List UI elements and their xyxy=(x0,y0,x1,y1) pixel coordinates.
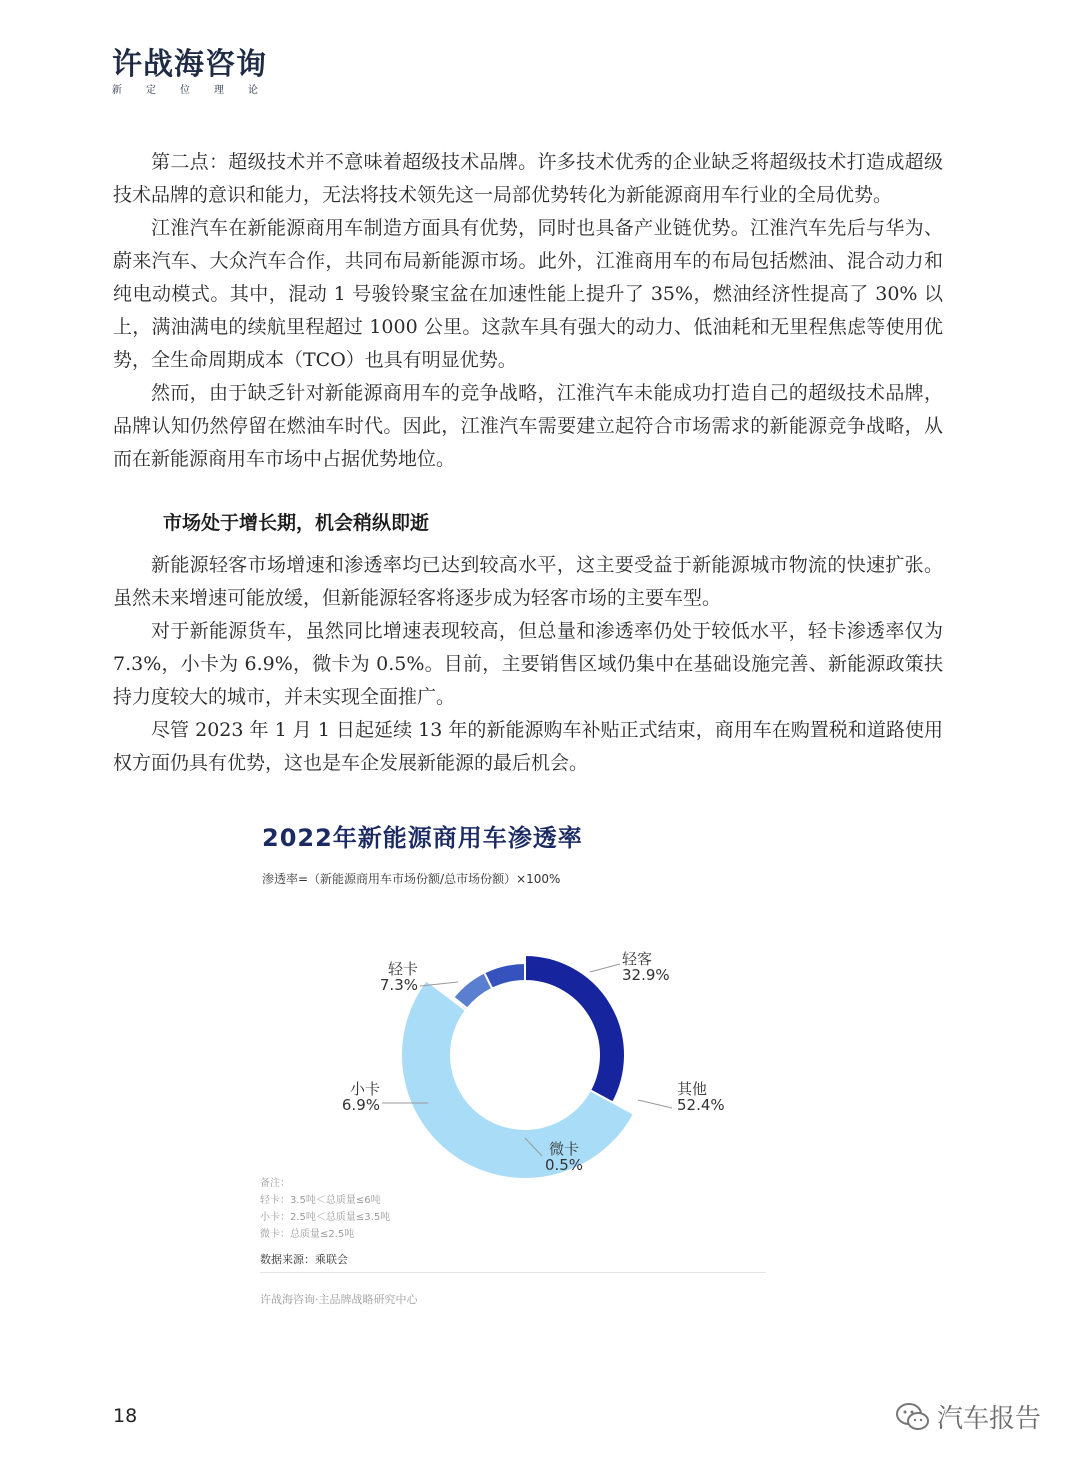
brand-logo xyxy=(112,48,282,98)
data-source: 数据来源：乘联会 xyxy=(260,1253,348,1266)
leader-line xyxy=(638,1100,672,1108)
note-item: 轻卡：3.5吨＜总质量≤6吨 xyxy=(260,1195,381,1206)
slice-category-label: 微卡 xyxy=(548,1140,580,1158)
watermark xyxy=(895,1398,1041,1435)
logo-subtitle: 新定位理论 xyxy=(112,85,282,96)
paragraph: 尽管 2023 年 1 月 1 日起延续 13 年的新能源购车补贴正式结束，商用车在购置税和道路使用权方面仍具有优势，这也是车企发展新能源的最后机会。 xyxy=(113,719,943,774)
section-title: 市场处于增长期，机会稍纵即逝 xyxy=(163,512,430,534)
leader-line xyxy=(590,964,620,972)
page-number: 18 xyxy=(113,1405,138,1427)
note-item: 微卡：总质量≤2.5吨 xyxy=(260,1229,355,1240)
donut-chart xyxy=(320,930,750,1180)
paragraph: 对于新能源货车，虽然同比增速表现较高，但总量和渗透率仍处于较低水平，轻卡渗透率仅为 7.3%，小卡为 6.9%，微卡为 0.5%。目前，主要销售区域仍集中在基础设施完善、新能源政策扶持力度较大的城市，并未实现全面推广。 xyxy=(113,620,943,708)
slice-value-label: 0.5% xyxy=(544,1156,584,1174)
paragraph: 江淮汽车在新能源商用车制造方面具有优势，同时也具备产业链优势。江淮汽车先后与华为、蔚来汽车、大众汽车合作，共同布局新能源市场。此外，江淮商用车的布局包括燃油、混合动力和纯电动模式。其中，混动 1 号骏铃聚宝盆在加速性能上提升了 35%，燃油经济性提高了 30% 以上，满油满电的续航里程超过 1000 公里。这款车具有强大的动力、低油耗和无里程焦虑等使用优势，全生命周期成本（TCO）也具有明显优势。 xyxy=(113,217,943,371)
slice-category-label: 轻卡 xyxy=(387,960,418,978)
chart-formula: 渗透率=（新能源商用车市场份额/总市场份额）×100% xyxy=(262,872,561,886)
slice-value-label: 7.3% xyxy=(379,976,418,994)
donut-slice-0 xyxy=(525,955,625,1103)
slice-category-label: 其他 xyxy=(677,1080,708,1098)
divider xyxy=(260,1272,766,1273)
slice-value-label: 52.4% xyxy=(677,1096,725,1114)
paragraph: 新能源轻客市场增速和渗透率均已达到较高水平，这主要受益于新能源城市物流的快速扩张。虽然未来增速可能放缓，但新能源轻客将逐步成为轻客市场的主要车型。 xyxy=(113,554,943,609)
notes-title: 备注： xyxy=(260,1178,290,1189)
slice-value-label: 6.9% xyxy=(341,1096,380,1114)
watermark-text: 汽车报告 xyxy=(937,1404,1042,1434)
paragraph: 然而，由于缺乏针对新能源商用车的竞争战略，江淮汽车未能成功打造自己的超级技术品牌，品牌认知仍然停留在燃油车时代。因此，江淮汽车需要建立起符合市场需求的新能源竞争战略，从而在新能源商用车市场中占据优势地位。 xyxy=(113,382,943,470)
paragraph: 第二点：超级技术并不意味着超级技术品牌。许多技术优秀的企业缺乏将超级技术打造成超级技术品牌的意识和能力，无法将技术领先这一局部优势转化为新能源商用车行业的全局优势。 xyxy=(113,151,943,206)
wechat-icon xyxy=(895,1402,931,1432)
chart-notes xyxy=(260,1175,390,1243)
slice-category-label: 小卡 xyxy=(349,1080,380,1098)
organization-credit: 许战海咨询·主品牌战略研究中心 xyxy=(260,1293,418,1306)
article-body xyxy=(113,146,943,780)
slice-value-label: 32.9% xyxy=(622,966,670,984)
donut-slice-4 xyxy=(484,963,525,989)
note-item: 小卡：2.5吨＜总质量≤3.5吨 xyxy=(260,1212,391,1223)
logo-title: 许战海咨询 xyxy=(112,47,267,82)
slice-category-label: 轻客 xyxy=(622,950,653,968)
chart-title: 2022年新能源商用车渗透率 xyxy=(262,824,583,852)
